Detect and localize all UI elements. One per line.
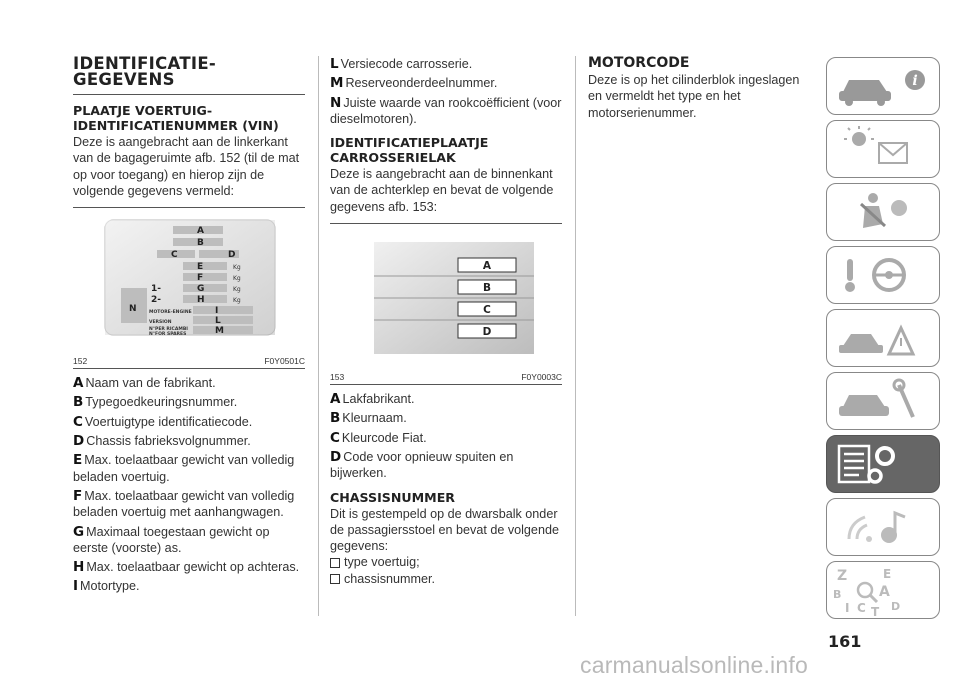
- figure-caption: [73, 353, 305, 368]
- index-letter: E: [883, 567, 892, 581]
- column-divider: [575, 56, 576, 616]
- section-title: IDENTIFICATIE-GEGEVENS: [73, 54, 217, 89]
- plate-label-l: L: [215, 316, 221, 327]
- item-letter: N: [330, 94, 342, 111]
- plate-label-m: M: [215, 326, 224, 337]
- figure-code: F0Y0003C: [521, 372, 562, 383]
- tab-emergency[interactable]: [826, 309, 940, 367]
- tab-index[interactable]: [826, 561, 940, 619]
- plate-kg-g: Kg: [233, 286, 241, 294]
- plate-label-h: H: [197, 295, 205, 306]
- intro-paragraph: Dit is gestempeld op de dwarsbalk onder de passagiersstoel en bevat de volgende gegevens:: [330, 506, 559, 554]
- svg-text:i: i: [912, 73, 918, 89]
- subsection-title: PLAATJE VOERTUIG-IDENTIFICATIENUMMER (VIN): [73, 103, 279, 133]
- paint-label-b: B: [482, 282, 492, 295]
- plate-label-c: C: [171, 250, 178, 261]
- chapter-tabs: [826, 57, 942, 624]
- index-letter: B: [833, 588, 842, 601]
- plate-label-a: A: [197, 226, 204, 237]
- section-heading: IDENTIFICATIEPLAATJE CARROSSERIELAK: [330, 135, 489, 166]
- item-text: Max. toelaatbaar gewicht van volledig beladen voertuig.: [73, 453, 295, 484]
- list-item: [330, 56, 562, 72]
- item-text: Voertuigtype identificatiecode.: [84, 414, 253, 429]
- item-text: Reserveonderdeelnummer.: [345, 76, 498, 91]
- item-text: Naam van de fabrikant.: [85, 376, 216, 391]
- plate-kg-e: Kg: [233, 264, 241, 272]
- column-divider: [318, 56, 319, 616]
- paint-label-a: A: [482, 260, 492, 273]
- list-item: [330, 75, 562, 91]
- index-letter: C: [857, 601, 866, 615]
- technical-data-icon: [827, 436, 939, 492]
- list-item: [330, 391, 562, 407]
- plate-label-g: G: [197, 284, 205, 295]
- index-letter: T: [871, 605, 880, 618]
- figure-number: 153: [330, 372, 345, 383]
- list-item: [330, 410, 562, 426]
- plate-kg-f: Kg: [233, 275, 241, 283]
- plate-row-1: 1-: [151, 284, 161, 295]
- plate-label-i: I: [215, 306, 219, 317]
- section-title-block: [73, 56, 305, 95]
- item-letter: D: [73, 433, 85, 450]
- index-letter: D: [891, 600, 901, 613]
- item-text: Max. toelaatbaar gewicht op achteras.: [86, 560, 300, 575]
- list-item: [73, 452, 305, 485]
- alphabetical-index-icon: [827, 562, 939, 618]
- plate-version-label: VERSION: [149, 320, 172, 326]
- watermark: carmanualsonline.info: [580, 652, 808, 678]
- item-letter: F: [73, 487, 83, 504]
- paint-label-c: C: [483, 304, 491, 317]
- vin-plate-illustration: [73, 208, 305, 348]
- item-letter: I: [73, 578, 79, 595]
- list-item: [73, 394, 305, 410]
- column-1: [73, 56, 305, 598]
- car-info-icon: [827, 58, 939, 114]
- tab-maintenance[interactable]: [826, 372, 940, 430]
- breakdown-warning-icon: [827, 310, 939, 366]
- plate-spares-label-2: N°FOR SPARES: [149, 332, 187, 338]
- item-letter: G: [73, 523, 85, 540]
- figure-153: [330, 223, 562, 385]
- figure-152: [73, 207, 305, 369]
- item-letter: C: [73, 413, 83, 430]
- item-letter: A: [330, 391, 341, 408]
- plate-spares-label-1: N°PER RICAMBI: [149, 327, 188, 333]
- section-heading: MOTORCODE: [588, 55, 690, 71]
- item-letter: B: [73, 394, 84, 411]
- tab-technical-data[interactable]: [826, 435, 940, 493]
- item-text: Kleurnaam.: [342, 411, 407, 426]
- index-letter: A: [879, 584, 890, 600]
- maintenance-tools-icon: [827, 373, 939, 429]
- plate-label-d: D: [228, 250, 236, 261]
- tab-car-info[interactable]: [826, 57, 940, 115]
- bullet-item: [330, 554, 562, 570]
- item-text: Maximaal toegestaan gewicht op eerste (voorste) as.: [73, 524, 270, 555]
- item-text: Kleurcode Fiat.: [341, 430, 427, 445]
- index-letter: Z: [837, 568, 848, 584]
- index-letter: I: [845, 601, 850, 615]
- plate-label-e: E: [197, 262, 204, 273]
- column-3: [588, 56, 810, 121]
- figure-code: F0Y0501C: [264, 356, 305, 367]
- item-text: Versiecode carrosserie.: [340, 57, 473, 71]
- figure-number: 152: [73, 356, 88, 367]
- intro-paragraph: Deze is aangebracht aan de linkerkant van de bagageruimte afb. 152 (til de mat op voor toegang) en hierop zijn de volgende gegevens vermeld:: [73, 135, 300, 198]
- plate-row-2: 2-: [151, 295, 161, 306]
- item-text: Max. toelaatbaar gewicht van volledig beladen voertuig met aanhangwagen.: [73, 488, 295, 520]
- plate-kg-h: Kg: [233, 297, 241, 305]
- item-letter: C: [330, 429, 340, 446]
- item-letter: B: [330, 410, 341, 427]
- plate-label-b: B: [197, 238, 204, 249]
- item-text: Motortype.: [80, 579, 140, 594]
- list-item: [330, 449, 562, 482]
- tab-warning-lights[interactable]: [826, 120, 940, 178]
- tab-starting-driving[interactable]: [826, 246, 940, 304]
- list-item: [73, 488, 305, 521]
- section-heading: CHASSISNUMMER: [330, 489, 455, 505]
- list-item: [330, 95, 562, 128]
- list-item: [73, 524, 305, 557]
- item-letter: M: [330, 75, 344, 92]
- warning-lights-icon: [827, 121, 939, 177]
- plate-label-f: F: [197, 273, 204, 284]
- column-2: [330, 56, 562, 587]
- item-text: Typegoedkeuringsnummer.: [85, 395, 238, 410]
- item-text: Juiste waarde van rookcoëfficient (voor dieselmotoren).: [330, 95, 562, 126]
- list-item: [73, 433, 305, 449]
- multimedia-icon: [827, 499, 939, 555]
- plate-label-n: N: [129, 304, 137, 315]
- paint-label-d: D: [482, 326, 492, 339]
- list-item: [330, 430, 562, 446]
- paint-plate-illustration: [330, 224, 562, 364]
- bullet-text: chassisnummer.: [344, 571, 435, 586]
- item-letter: L: [330, 56, 339, 72]
- bullet-item: [330, 571, 562, 587]
- tab-safety[interactable]: [826, 183, 940, 241]
- checkbox-bullet-icon: [330, 558, 340, 568]
- item-text: Code voor opnieuw spuiten en bijwerken.: [330, 449, 514, 481]
- list-item: [73, 578, 305, 594]
- steering-key-icon: [827, 247, 939, 303]
- item-letter: E: [73, 452, 83, 469]
- item-text: Lakfabrikant.: [342, 392, 415, 407]
- plate-engine-label: MOTORE-ENGINE: [149, 310, 192, 316]
- item-text: Chassis fabrieksvolgnummer.: [86, 434, 251, 449]
- item-letter: D: [330, 448, 342, 465]
- seatbelt-airbag-icon: [827, 184, 939, 240]
- page-number: 161: [828, 632, 862, 651]
- tab-multimedia[interactable]: [826, 498, 940, 556]
- item-letter: H: [73, 559, 85, 576]
- bullet-text: type voertuig;: [344, 555, 420, 570]
- item-letter: A: [73, 375, 84, 392]
- list-item: [73, 375, 305, 391]
- body-paragraph: Deze is op het cilinderblok ingeslagen en vermeldt het type en het motorserienummer.: [588, 73, 800, 120]
- checkbox-bullet-icon: [330, 574, 340, 584]
- list-item: [73, 559, 305, 575]
- figure-caption: [330, 369, 562, 384]
- list-item: [73, 414, 305, 430]
- intro-paragraph: Deze is aangebracht aan de binnenkant van de achterklep en bevat de volgende gegevens afb. 153:: [330, 167, 554, 214]
